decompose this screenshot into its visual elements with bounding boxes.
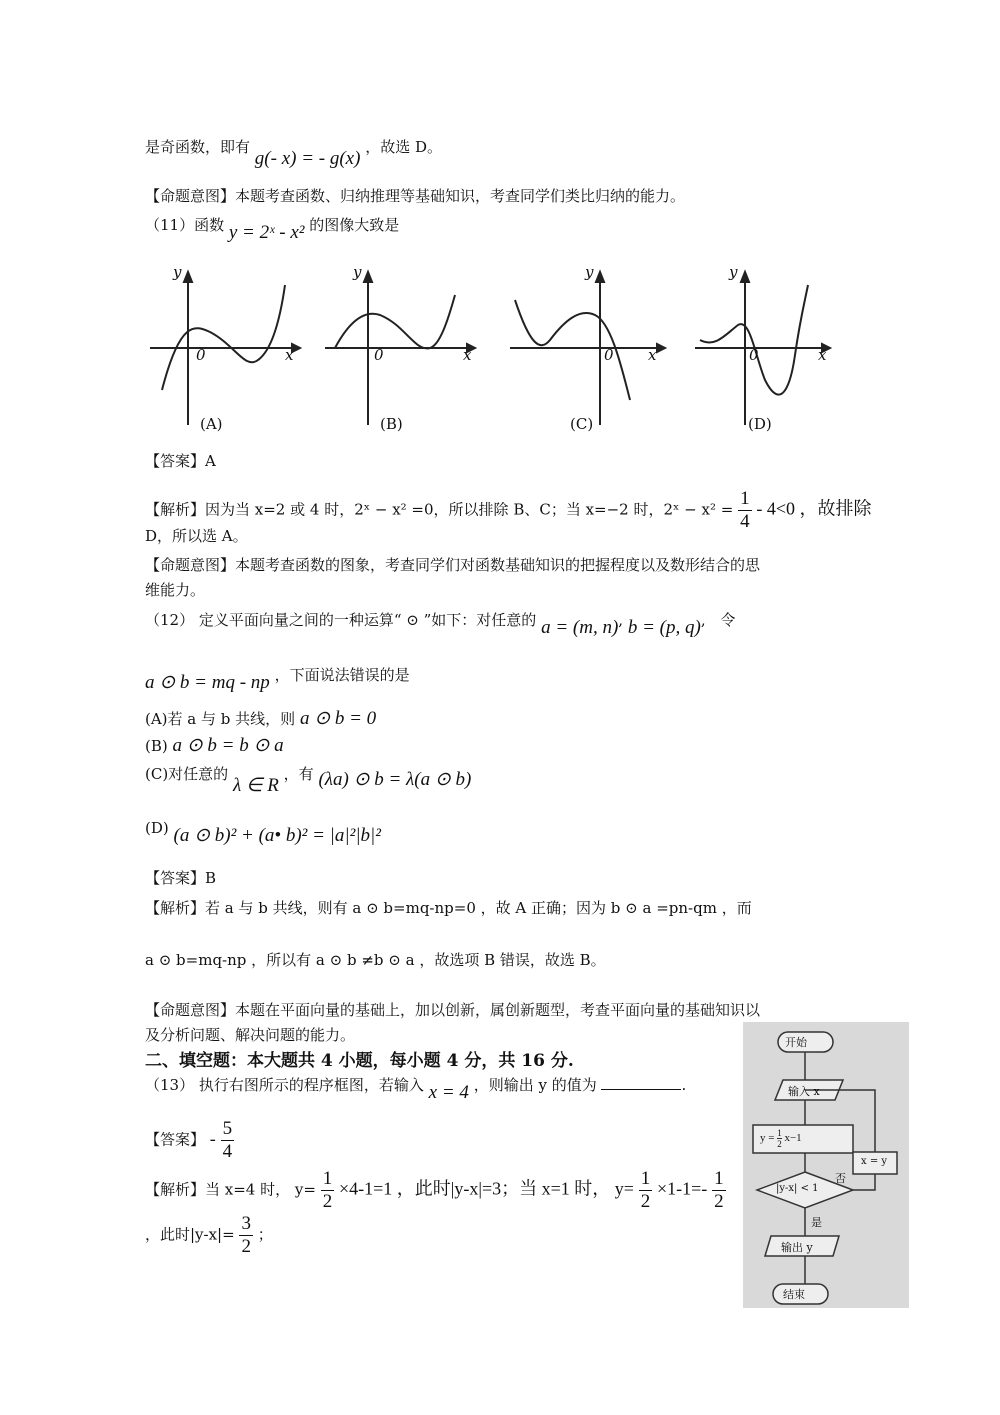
flowchart-image	[743, 1022, 909, 1308]
q12-opt-b	[145, 736, 284, 756]
flow-input: 输入 x	[788, 1085, 820, 1098]
graph-a	[150, 272, 300, 425]
frac-num: 1	[714, 1168, 724, 1189]
q12-opt-a-text: (A)若 a 与 b 共线，则	[145, 710, 296, 728]
q12-ling: 令	[720, 611, 736, 629]
q12-opt-c-mid: ，有	[283, 765, 314, 783]
graph-d-x: x	[818, 346, 827, 364]
q11-stem-pre: （11）函数	[145, 216, 225, 234]
q11-analysis-text: 【解析】因为当 x=2 或 4 时，2ˣ − x² =0，所以排除 B、C；当 x=−2 时，2ˣ − x² =	[145, 500, 734, 519]
graph-d-y: y	[729, 263, 738, 281]
frac-num: 1	[740, 488, 750, 509]
q13-analysis-pre: 【解析】当 x=4 时， y=	[145, 1180, 316, 1199]
q13-answer-frac	[221, 1118, 235, 1163]
q12-def-math: a ⊙ b = mq - np	[145, 672, 270, 693]
q13-analysis2	[145, 1213, 273, 1258]
q13-frac4	[239, 1213, 253, 1258]
q12-analysis1: 【解析】若 a 与 b 共线，则有 a ⊙ b=mq-np=0 ，故 A 正确；因为 b ⊙ a =pn-qm ，而	[145, 899, 752, 917]
q12-opt-a	[145, 709, 376, 729]
q11-frac	[738, 488, 752, 533]
q12-b-def: b = (p, q)	[627, 617, 701, 638]
flow-assign	[760, 1128, 802, 1149]
frac-num: 1	[640, 1168, 651, 1189]
flow-start: 开始	[785, 1036, 807, 1049]
q13-stem-post: ，则输出 y 的值为	[473, 1076, 597, 1094]
graph-c-x: x	[648, 346, 657, 364]
q12-a-def: a = (m, n)	[541, 617, 619, 638]
q12-opt-d-math: (a ⊙ b)² + (a• b)² = |a|²|b|²	[173, 825, 381, 846]
flow-assign-pre: y =	[760, 1132, 775, 1145]
q11-intent1: 【命题意图】本题考查函数的图象，考查同学们对函数基础知识的把握程度以及数形结合的思	[145, 556, 761, 574]
q13-stem: （13） 执行右图所示的程序框图，若输入 x = 4 ，则输出 y 的值为 .	[145, 1076, 687, 1103]
frac-den: 2	[714, 1191, 724, 1212]
q13-answer-label: 【答案】	[145, 1130, 206, 1149]
graph-a-origin: 0	[196, 346, 206, 364]
q13-analysis-mid2: ×1-1=-	[657, 1178, 708, 1199]
graph-d-origin: 0	[749, 346, 759, 364]
q12-opt-c-lambda: λ ∈ R	[232, 775, 279, 796]
q12-opt-c-math: (λa) ⊙ b = λ(a ⊙ b)	[318, 769, 472, 790]
q10-text: 是奇函数，即有	[145, 138, 251, 156]
graph-c-origin: 0	[604, 346, 614, 364]
q11-stem	[145, 215, 400, 243]
graph-c-y: y	[585, 263, 594, 281]
frac-den: 2	[640, 1191, 651, 1212]
q13-analysis2-pre: ，此时|y-x|=	[145, 1225, 235, 1244]
q10-text2: ，故选 D。	[365, 138, 443, 156]
q12-analysis2: a ⊙ b=mq-np ，所以有 a ⊙ b ≠b ⊙ a ，故选项 B 错误，故选 B。	[145, 951, 606, 969]
q12-opt-d	[145, 818, 381, 846]
q11-formula: y = 2ˣ - x²	[228, 222, 305, 243]
flow-no: 否	[835, 1172, 846, 1185]
graph-a-x: x	[285, 346, 294, 364]
answer-blank	[601, 1075, 681, 1090]
q11-analysis2: D，所以选 A。	[145, 527, 248, 545]
q13-analysis	[145, 1168, 726, 1213]
frac-den: 2	[241, 1236, 251, 1257]
q12-opt-b-math: a ⊙ b = b ⊙ a	[172, 735, 284, 756]
q11-intent2: 维能力。	[145, 581, 206, 599]
frac-den: 2	[777, 1139, 782, 1149]
q12-opt-b-text: (B)	[145, 737, 168, 755]
q13-frac1	[321, 1168, 335, 1213]
graph-d-label: (D)	[748, 415, 772, 433]
q13-analysis-mid: ×4-1=1 ，此时|y-x|=3；当 x=1 时， y=	[338, 1178, 634, 1199]
q13-frac2	[639, 1168, 653, 1213]
graph-a-label: (A)	[200, 415, 223, 433]
q11-answer: 【答案】A	[145, 452, 216, 470]
q13-frac3	[712, 1168, 726, 1213]
q12-def	[145, 665, 410, 693]
graph-b-origin: 0	[374, 346, 384, 364]
frac-num: 1	[322, 1168, 333, 1189]
frac-num: 1	[777, 1128, 782, 1138]
flow-end: 结束	[783, 1288, 805, 1301]
q12-answer: 【答案】B	[145, 869, 217, 887]
frac-num: 5	[222, 1118, 233, 1139]
q10-intent: 【命题意图】本题考查函数、归纳推理等基础知识，考查同学们类比归纳的能力。	[145, 187, 686, 205]
q11-stem-post: 的图像大致是	[309, 216, 400, 234]
section-heading: 二、填空题：本大题共 4 小题，每小题 4 分，共 16 分.	[145, 1051, 574, 1071]
q10-formula: g(- x) = - g(x)	[254, 148, 361, 169]
q10-tail	[145, 137, 443, 169]
flow-output: 输出 y	[781, 1241, 813, 1254]
graph-b-y: y	[353, 263, 362, 281]
graph-a-y: y	[173, 263, 182, 281]
q11-analysis	[145, 488, 872, 533]
frac-den: 4	[222, 1141, 233, 1162]
q13-answer-sign: -	[209, 1128, 216, 1149]
q12-intent1: 【命题意图】本题在平面向量的基础上，加以创新，属创新题型，考查平面向量的基础知识以	[145, 1001, 761, 1019]
q12-stem2: ，下面说法错误的是	[274, 666, 410, 684]
q13-answer	[145, 1118, 234, 1163]
q12-stem: （12） 定义平面向量之间的一种运算“ ⊙ ”如下：对任意的 a = (m, n), b = (p, q), 令	[145, 611, 736, 638]
flow-update: x = y	[861, 1156, 888, 1167]
flow-yes: 是	[811, 1216, 822, 1229]
q12-opt-c-text: (C)对任意的	[145, 765, 229, 783]
graph-c-label: (C)	[570, 415, 594, 433]
frac-den: 4	[740, 511, 750, 532]
graph-d	[695, 272, 830, 425]
q13-stem-x: x = 4	[428, 1082, 469, 1103]
frac-num: 3	[241, 1213, 251, 1234]
graph-b	[325, 272, 475, 425]
flow-assign-frac	[777, 1128, 782, 1149]
graph-b-label: (B)	[380, 415, 403, 433]
q12-opt-c	[145, 764, 472, 796]
q12-stem-text: （12） 定义平面向量之间的一种运算“ ⊙ ”如下：对任意的	[145, 611, 537, 629]
q12-opt-a-math: a ⊙ b = 0	[299, 708, 377, 729]
q11-analysis-tail: - 4<0 ，故排除	[756, 498, 872, 519]
flow-cond: |y-x| < 1	[776, 1183, 819, 1194]
q12-opt-d-text: (D)	[145, 819, 169, 837]
graph-c	[510, 272, 665, 425]
q12-intent2: 及分析问题、解决问题的能力。	[145, 1026, 356, 1044]
flow-assign-post: x−1	[784, 1132, 802, 1145]
graph-b-x: x	[463, 346, 472, 364]
q11-graphs	[140, 260, 840, 440]
q13-analysis2-post: ；	[257, 1225, 273, 1244]
frac-den: 2	[322, 1191, 333, 1212]
q13-stem-pre: （13） 执行右图所示的程序框图，若输入	[145, 1076, 424, 1094]
